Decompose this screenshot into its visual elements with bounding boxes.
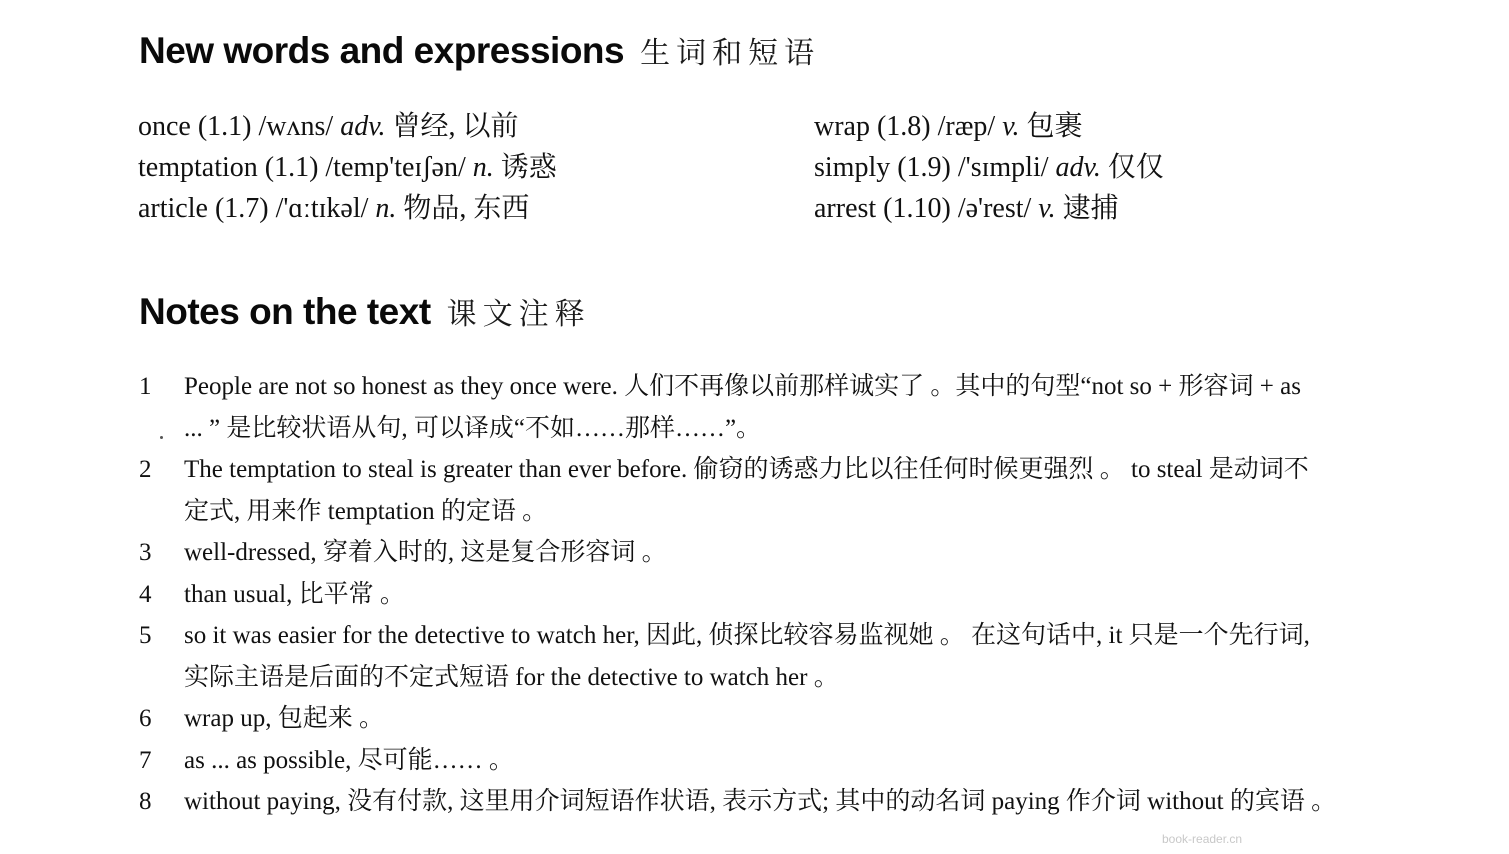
note-line: as ... as possible, 尽可能…… 。 (184, 746, 514, 774)
note-item (139, 698, 1469, 740)
vocab-entry (814, 147, 1164, 188)
notes-list (139, 366, 1469, 823)
note-number: 8 (139, 788, 152, 815)
vocab-pos: n. (375, 193, 397, 224)
note-line: without paying, 没有付款, 这里用介词短语作状语, 表示方式; 其中的动名词 paying 作介词 without 的宾语 。 (184, 788, 1337, 815)
note-number: 2 (139, 456, 152, 483)
vocab-meaning: 包裹 (1019, 111, 1083, 142)
notes-title-zh: 课文注释 (446, 297, 591, 332)
note-line: than usual, 比平常 。 (184, 580, 405, 608)
vocab-meaning: 物品, 东西 (396, 193, 530, 224)
vocab-pos: n. (472, 152, 494, 183)
note-line: so it was easier for the detective to watch her, 因此, 侦探比较容易监视她 。 在这句话中, it 只是一个先行词, (184, 622, 1310, 649)
note-number: 6 (139, 705, 152, 732)
note-item (139, 366, 1469, 449)
vocab-pos: v. (1038, 193, 1056, 224)
vocab-meaning: 仅仅 (1100, 152, 1164, 183)
note-number: 4 (139, 580, 152, 608)
notes-heading (139, 289, 591, 333)
note-number: 3 (139, 539, 152, 566)
new-words-heading (139, 28, 820, 72)
note-item (139, 532, 1469, 574)
vocab-meaning: 曾经, 以前 (385, 111, 519, 142)
watermark: book-reader.cn (1162, 832, 1243, 846)
note-item (139, 615, 1469, 698)
vocab-entry (814, 106, 1164, 147)
note-line: The temptation to steal is greater than ever before. 偷窃的诱惑力比以往任何时候更强烈 。 to steal 是动词不 (184, 456, 1309, 483)
note-line: ... ” 是比较状语从句, 可以译成“不如……那样……”。 (184, 414, 762, 442)
new-words-title-zh: 生词和短语 (640, 36, 821, 71)
note-item (139, 740, 1469, 782)
note-line: People are not so honest as they once were. 人们不再像以前那样诚实了 。其中的句型“not so + 形容词 + as (184, 373, 1301, 400)
note-line: wrap up, 包起来 。 (184, 705, 384, 732)
note-item (139, 449, 1469, 532)
vocab-word: temptation (1.1) /temp'teɪʃən/ (138, 152, 473, 183)
vocab-meaning: 诱惑 (493, 152, 557, 183)
vocab-word: article (1.7) /'ɑːtɪkəl/ (138, 193, 376, 224)
note-item (139, 781, 1469, 823)
new-words-title-en: New words and expressions (139, 30, 625, 71)
note-line: 实际主语是后面的不定式短语 for the detective to watch her 。 (184, 663, 839, 691)
note-number: 5 (139, 622, 152, 649)
note-item (139, 574, 1469, 616)
vocab-entry (138, 106, 557, 147)
scan-speck (160, 436, 163, 439)
vocab-list-right (814, 106, 1164, 229)
vocab-entry (138, 147, 557, 188)
vocab-meaning: 逮捕 (1055, 193, 1119, 224)
vocab-word: simply (1.9) /'sɪmpli/ (814, 152, 1056, 183)
note-number: 1 (139, 373, 152, 400)
vocab-pos: v. (1002, 111, 1020, 142)
note-line: 定式, 用来作 temptation 的定语 。 (184, 497, 548, 525)
note-number: 7 (139, 746, 152, 774)
note-line: well-dressed, 穿着入时的, 这是复合形容词 。 (184, 539, 667, 566)
vocab-pos: adv. (340, 111, 386, 142)
vocab-word: once (1.1) /wʌns/ (138, 111, 341, 142)
vocab-word: arrest (1.10) /ə'rest/ (814, 193, 1039, 224)
vocab-list-left (138, 106, 557, 229)
vocab-entry (138, 188, 557, 229)
vocab-entry (814, 188, 1164, 229)
vocab-pos: adv. (1055, 152, 1101, 183)
notes-title-en: Notes on the text (139, 291, 431, 332)
vocab-word: wrap (1.8) /ræp/ (814, 111, 1003, 142)
